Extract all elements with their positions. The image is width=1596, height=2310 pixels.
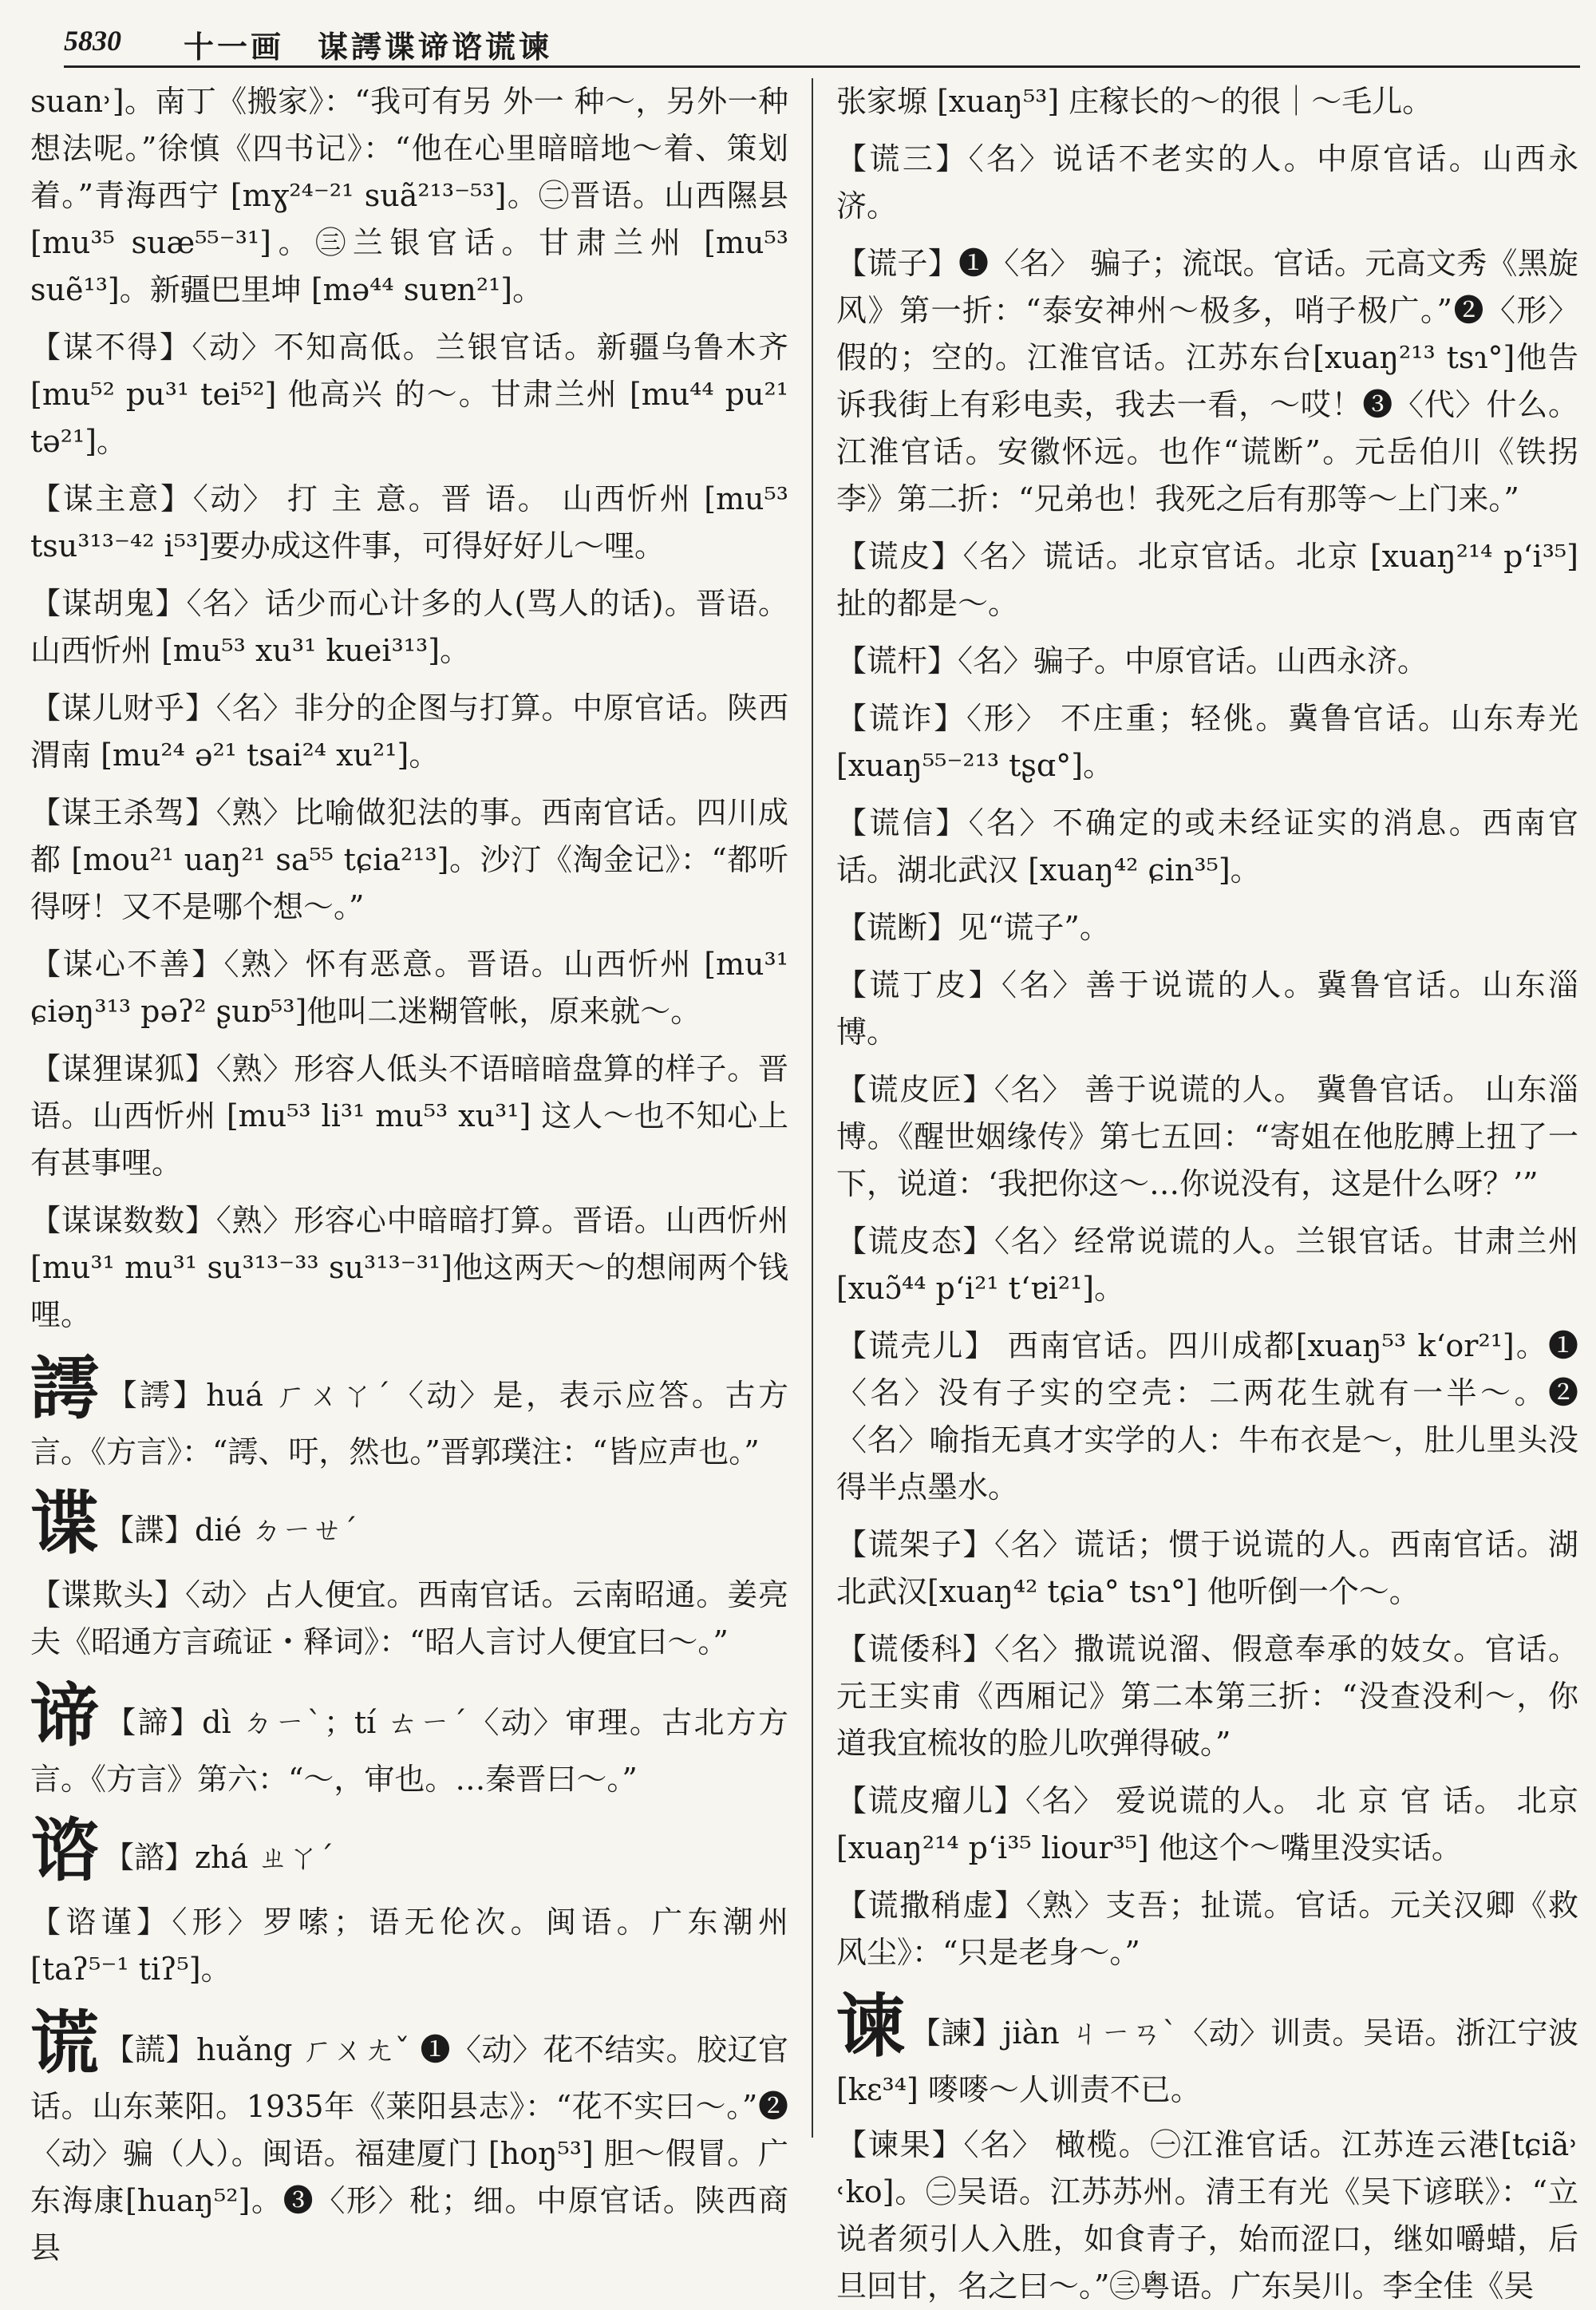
entry-text: 【谎子】❶〈名〉 骗子；流氓。官话。元高文秀《黑旋风》第一折：“泰安神州～极多，哨子极广。”❷〈形〉假的；空的。江淮官话。江苏东台[xuaŋ²¹³ tsɿ°]他告诉我街上有彩电卖，我去一看，～哎！❸〈代〉什么。江淮官话。安徽怀远。也作“谎断”。元岳伯川《铁拐李》第二折：“兄弟也！我死之后有那等～上门来。” — [836, 246, 1578, 516]
entry-text: 【谎断】见“谎子”。 — [836, 910, 1110, 945]
entry-text: 【谎信】〈名〉不确定的或未经证实的消息。西南官话。湖北武汉 [xuaŋ⁴² ɕin³⁵]。 — [836, 805, 1578, 888]
headword-entry — [30, 1676, 788, 1803]
entry-text: 【谘谨】〈形〉罗嗦；语无伦次。闽语。广东潮州 [taʔ⁵⁻¹ tiʔ⁵]。 — [30, 1905, 788, 1987]
page-title: 十一画 谋謣谍谛谘谎谏 — [184, 29, 553, 65]
entry-text: 【谎撒稍虚】〈熟〉支吾；扯谎。官话。元关汉卿《救风尘》：“只是老身～。” — [836, 1888, 1578, 1970]
headword-entry — [30, 1811, 788, 1891]
entry-text: 【谎皮匠】〈名〉 善于说谎的人。 冀鲁官话。 山东淄博。《醒世姻缘传》第七五回：“寄姐在他肐膊上扭了一下，说道：‘我把你这～…你说没有，这是什么呀？’” — [836, 1072, 1578, 1201]
headword-entry — [836, 1987, 1578, 2114]
entry-text: 张家塬 [xuaŋ⁵³] 庄稼长的～的很｜～毛儿。 — [836, 84, 1433, 119]
entry-text: 【諦】dì ㄉㄧˋ；tí ㄊㄧˊ〈动〉审理。古北方方言。《方言》第六：“～，审也。…秦晋曰～。” — [30, 1705, 789, 1797]
entry-text: 【谎架子】〈名〉谎话；惯于说谎的人。西南官话。湖北武汉[xuaŋ⁴² tɕia° tsɿ°] 他听倒一个～。 — [836, 1527, 1578, 1609]
headword-char: 謣 — [30, 1348, 102, 1429]
entry-text: 【谍欺头】〈动〉占人便宜。西南官话。云南昭通。姜亮夫《昭通方言疏证・释词》：“昭人言讨人便宜曰～。” — [30, 1577, 788, 1659]
headword-char: 谏 — [836, 1986, 906, 2067]
headword-entry — [30, 2003, 788, 2272]
entry-text: 【諮】zhá ㄓㄚˊ — [104, 1840, 334, 1875]
page-number: 5830 — [64, 25, 121, 57]
entry-text: 【谎壳儿】 西南官话。四川成都[xuaŋ⁵³ kʻor²¹]。❶〈名〉没有子实的空壳：二两花生就有一半～。❷〈名〉喻指无真才实学的人：牛布衣是～，肚儿里头没得半点墨水。 — [836, 1328, 1578, 1505]
entry-text: 【谎三】〈名〉说话不老实的人。中原官话。山西永济。 — [836, 141, 1578, 223]
right-column — [836, 78, 1579, 2304]
entry-text: 【諜】dié ㄉㄧㄝˊ — [104, 1513, 358, 1548]
entry-text: 【谋心不善】〈熟〉怀有恶意。晋语。山西忻州 [mu³¹ ɕiəŋ³¹³ pəʔ² ʂuɒ⁵³]他叫二迷糊管帐，原来就～。 — [30, 947, 788, 1029]
left-column — [30, 78, 789, 2265]
entry-text: 【谋主意】〈动〉 打 主 意。晋 语。 山西忻州 [mu⁵³ tsu³¹³⁻⁴² i⁵³]要办成这件事，可得好好儿～哩。 — [30, 481, 788, 564]
entry-text: suan˒]。南丁《搬家》：“我可有另 外一 种～，另外一种想法呢。”徐慎《四书记》：“他在心里暗暗地～着、策划着。”青海西宁 [mɣ²⁴⁻²¹ suã²¹³⁻⁵³]。㊁晋语。山西隰县 [mu³⁵ suæ⁵⁵⁻³¹]。㊂兰银官话。甘肃兰州 [mu⁵³ suẽ¹³]。新疆巴里坤 [mə⁴⁴ suɐn²¹]。 — [30, 84, 788, 307]
entry-text: 【谋胡鬼】〈名〉话少而心计多的人(骂人的话)。晋语。山西忻州 [mu⁵³ xu³¹ kuei³¹³]。 — [30, 586, 788, 668]
headword-char: 谘 — [30, 1810, 99, 1891]
column-divider — [812, 78, 813, 2138]
entry-text: 【谎皮瘤儿】〈名〉 爱说谎的人。 北 京 官 话。 北京 [xuaŋ²¹⁴ pʻi³⁵ liour³⁵] 他这个～嘴里没实话。 — [836, 1783, 1578, 1865]
entry-text: 【謣】huá ㄏㄨㄚˊ〈动〉是，表示应答。古方言。《方言》：“謣、吁，然也。”晋郭璞注：“皆应声也。” — [30, 1378, 789, 1469]
entry-text: 【谎皮态】〈名〉经常说谎的人。兰银官话。甘肃兰州 [xuɔ̃⁴⁴ pʻi²¹ tʻɐi²¹]。 — [836, 1224, 1578, 1306]
entry-text: 【谎丁皮】〈名〉善于说谎的人。冀鲁官话。山东淄博。 — [836, 967, 1578, 1050]
page-header — [64, 18, 1580, 67]
entry-text: 【谎杆】〈名〉骗子。中原官话。山西永济。 — [836, 643, 1428, 678]
entry-text: 【谋儿财乎】〈名〉非分的企图与打算。中原官话。陕西渭南 [mu²⁴ ə²¹ tsai²⁴ xu²¹]。 — [30, 690, 788, 773]
entry-text: 【谎诈】〈形〉 不庄重；轻佻。冀鲁官话。山东寿光 [xuaŋ⁵⁵⁻²¹³ tʂɑ°]。 — [836, 701, 1578, 783]
entry-text: 【谏果】〈名〉 橄榄。㊀江淮官话。江苏连云港[tɕiã˒ ˓ko]。㊁吴语。江苏苏州。清王有光《吴下谚联》：“立说者须引人入胜，如食青子，始而涩口，继如嚼蜡，后旦回甘，名之曰～。”㊂粤语。广东吴川。李全佳《吴 — [836, 2127, 1578, 2304]
headword-entry — [30, 1484, 788, 1564]
headword-char: 谎 — [30, 2003, 100, 2083]
entry-text: 【谋王杀驾】〈熟〉比喻做犯法的事。西南官话。四川成都 [mou²¹ uaŋ²¹ sa⁵⁵ tɕia²¹³]。沙汀《淘金记》：“都听得呀！又不是哪个想～。” — [30, 795, 788, 924]
entry-text: 【謊】huǎng ㄏㄨㄤˇ ❶〈动〉花不结实。胶辽官话。山东莱阳。1935年《莱阳县志》：“花不实曰～。”❷〈动〉骗（人）。闽语。福建厦门 [hoŋ⁵³] 胆～假冒。广东海康[huaŋ⁵²]。❸〈形〉秕；细。中原官话。陕西商县 — [30, 2032, 789, 2265]
entry-text: 【谋谋数数】〈熟〉形容心中暗暗打算。晋语。山西忻州 [mu³¹ mu³¹ su³¹³⁻³³ su³¹³⁻³¹]他这两天～的想闹两个钱哩。 — [30, 1203, 788, 1332]
entry-text: 【谎倭科】〈名〉撒谎说溜、假意奉承的妓女。官话。元王实甫《西厢记》第二本第三折：“没查没利～，你道我宜梳妆的脸儿吹弹得破。” — [836, 1632, 1578, 1761]
entry-text: 【谋不得】〈动〉不知高低。兰银官话。新疆乌鲁木齐 [mu⁵² pu³¹ tei⁵²] 他高兴 的～。甘肃兰州 [mu⁴⁴ pu²¹ tə²¹]。 — [30, 330, 788, 459]
headword-entry — [30, 1349, 788, 1476]
header-rule — [64, 65, 1580, 68]
entry-text: 【諫】jiàn ㄐㄧㄢˋ〈动〉训责。吴语。浙江宁波[kɛ³⁴] 嘜嘜～人训责不已。 — [836, 2015, 1579, 2107]
headword-char: 谛 — [30, 1675, 101, 1756]
entry-text: 【谎皮】〈名〉谎话。北京官话。北京 [xuaŋ²¹⁴ pʻi³⁵] 扯的都是～。 — [836, 539, 1578, 621]
entry-text: 【谋狸谋狐】〈熟〉形容人低头不语暗暗盘算的样子。晋语。山西忻州 [mu⁵³ li³¹ mu⁵³ xu³¹] 这人～也不知心上有甚事哩。 — [30, 1051, 788, 1181]
headword-char: 谍 — [30, 1483, 99, 1564]
